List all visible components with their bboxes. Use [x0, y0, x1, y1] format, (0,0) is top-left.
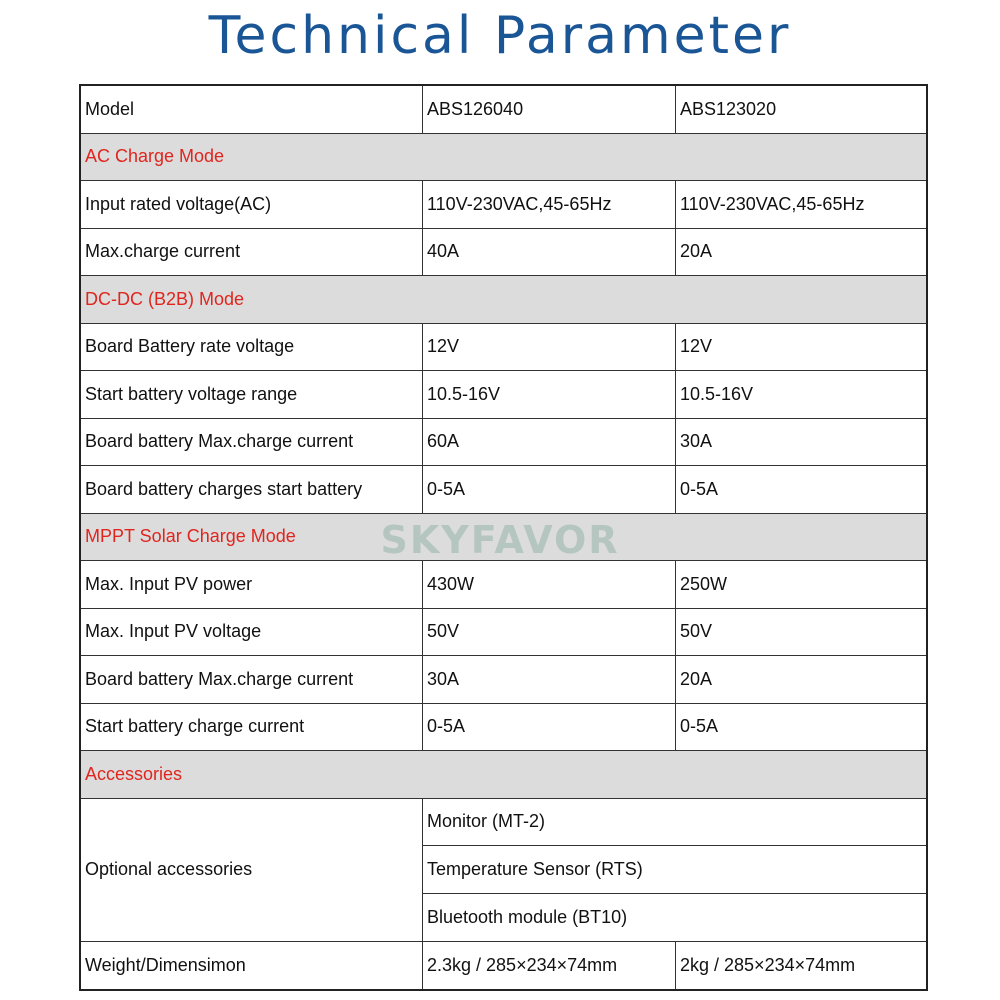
- row-value-a: 12V: [423, 324, 676, 371]
- section-accessories: [81, 751, 926, 799]
- row-value-a: 0-5A: [423, 704, 676, 751]
- section-dc: [81, 276, 926, 324]
- table-header-row: [81, 86, 926, 134]
- row-label: Start battery charge current: [81, 704, 423, 751]
- section-title: DC-DC (B2B) Mode: [85, 288, 245, 309]
- row-label: Start battery voltage range: [81, 371, 423, 418]
- accessory-item: Monitor (MT-2): [423, 799, 926, 847]
- model-label: Model: [81, 86, 423, 133]
- accessories-list: [423, 799, 926, 941]
- row-value-b: 110V-230VAC,45-65Hz: [680, 193, 865, 214]
- table-row: [81, 419, 926, 467]
- section-title: MPPT Solar Charge Mode: [85, 526, 296, 547]
- row-value-b: 20A: [680, 241, 713, 262]
- row-value-b: 12V: [680, 336, 713, 357]
- section-title: Accessories: [85, 763, 183, 784]
- row-value-b: 0-5A: [680, 478, 719, 499]
- table-row: [81, 656, 926, 704]
- row-value-a: 0-5A: [423, 466, 676, 513]
- row-value-a: 2.3kg / 285×234×74mm: [423, 942, 676, 990]
- table-row: [81, 371, 926, 419]
- table-row: [81, 229, 926, 277]
- row-value-b: 250W: [680, 573, 728, 594]
- row-value-b: 30A: [680, 431, 713, 452]
- table-row: [81, 466, 926, 514]
- row-value-a: 430W: [423, 561, 676, 608]
- table-row: [81, 609, 926, 657]
- model-a: ABS126040: [423, 86, 676, 133]
- row-value-b: 0-5A: [680, 716, 719, 737]
- table-row: [81, 181, 926, 229]
- row-value-a: 110V-230VAC,45-65Hz: [423, 181, 676, 228]
- row-label: Board battery Max.charge current: [81, 656, 423, 703]
- row-label: Weight/Dimensimon: [81, 942, 423, 990]
- row-value-a: 50V: [423, 609, 676, 656]
- row-label: Max. Input PV power: [81, 561, 423, 608]
- row-value-a: 10.5-16V: [423, 371, 676, 418]
- table-row: [81, 942, 926, 990]
- row-label: Board battery Max.charge current: [81, 419, 423, 466]
- accessories-row: [81, 799, 926, 942]
- row-value-b: 2kg / 285×234×74mm: [680, 954, 856, 975]
- table-row: [81, 704, 926, 752]
- section-title: AC Charge Mode: [85, 146, 225, 167]
- row-label: Input rated voltage(AC): [81, 181, 423, 228]
- row-label: Optional accessories: [81, 799, 423, 941]
- spec-table: [79, 84, 928, 991]
- row-value-a: 60A: [423, 419, 676, 466]
- section-ac: [81, 134, 926, 182]
- table-row: [81, 561, 926, 609]
- section-mppt: [81, 514, 926, 562]
- row-value-a: 40A: [423, 229, 676, 276]
- row-label: Board Battery rate voltage: [81, 324, 423, 371]
- model-b: ABS123020: [680, 98, 777, 119]
- row-label: Max. Input PV voltage: [81, 609, 423, 656]
- row-label: Board battery charges start battery: [81, 466, 423, 513]
- row-value-a: 30A: [423, 656, 676, 703]
- row-value-b: 50V: [680, 621, 713, 642]
- row-value-b: 20A: [680, 668, 713, 689]
- accessory-item: Bluetooth module (BT10): [427, 906, 628, 927]
- watermark: SKYFAVOR: [380, 518, 620, 562]
- page-title: Technical Parameter: [208, 6, 792, 66]
- accessory-item: Temperature Sensor (RTS): [423, 846, 926, 894]
- table-row: [81, 324, 926, 372]
- row-label: Max.charge current: [81, 229, 423, 276]
- row-value-b: 10.5-16V: [680, 383, 754, 404]
